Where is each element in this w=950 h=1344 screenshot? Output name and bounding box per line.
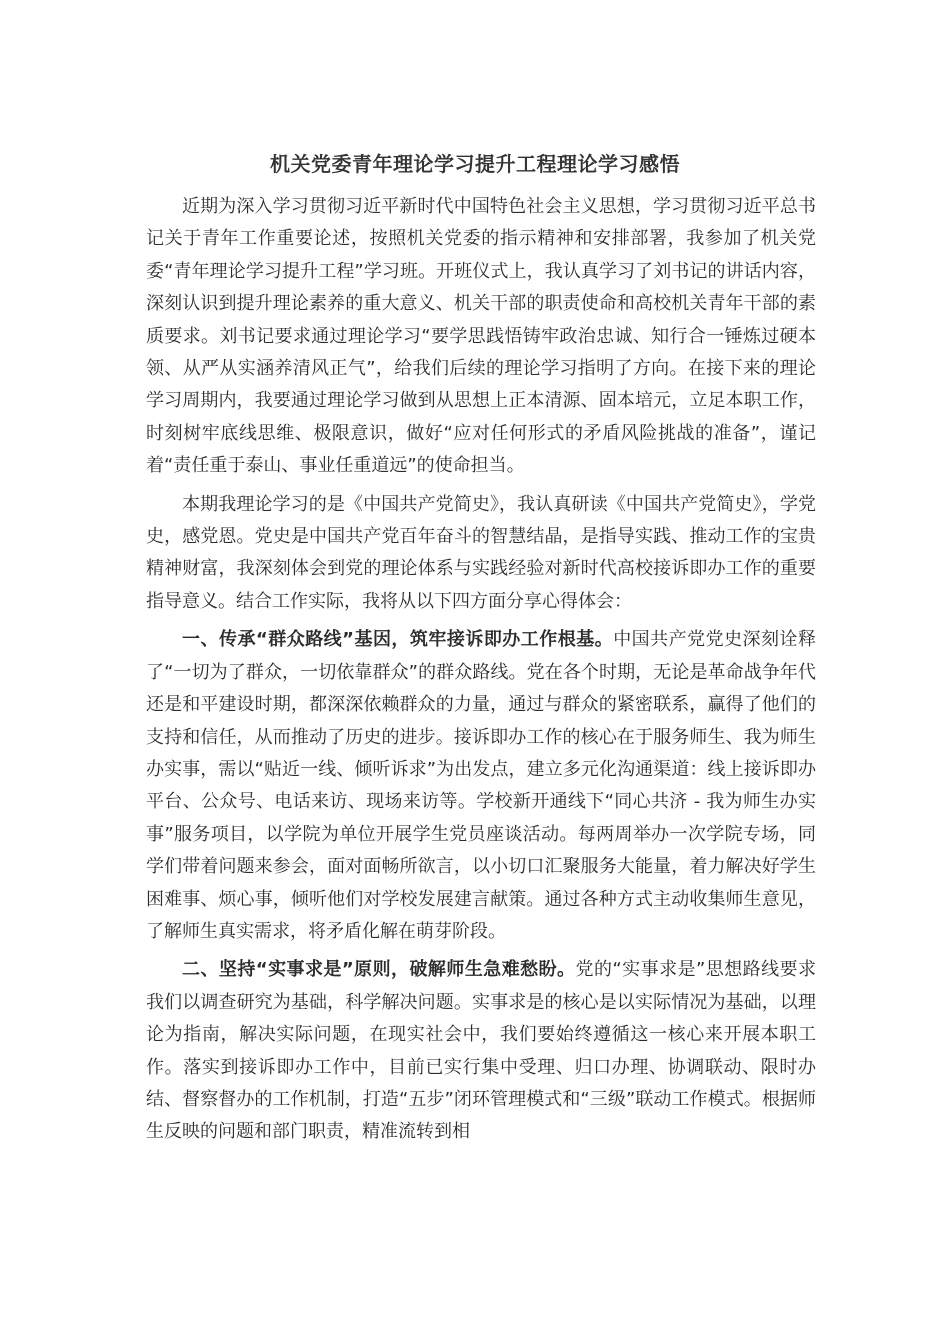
paragraph-text: 近期为深入学习贯彻习近平新时代中国特色社会主义思想，学习贯彻习近平总书记关于青年工作重要论述，按照机关党委的指示精神和安排部署，我参加了机关党委“青年理论学习提升工程”学习班。开班仪式上，我认真学习了刘书记的讲话内容，深刻认识到提升理论素养的重大意义、机关干部的职责使命和高校机关青年干部的素质要求。刘书记要求通过理论学习“要学思践悟铸牢政治忠诚、知行合一锤炼过硬本领、从严从实涵养清风正气”，给我们后续的理论学习指明了方向。在接下来的理论学习周期内，我要通过理论学习做到从思想上正本清源、固本培元，立足本职工作，时刻树牢底线思维、极限意识，做好“应对任何形式的矛盾风险挑战的准备”，谨记着“责任重于泰山、事业任重道远”的使命担当。: [146, 196, 816, 477]
section-heading: 二、坚持“实事求是”原则，破解师生急难愁盼。: [182, 959, 576, 981]
paragraph-text: 党的“实事求是”思想路线要求我们以调查研究为基础，科学解决问题。实事求是的核心是以实际情况为基础，以理论为指南，解决实际问题，在现实社会中，我们要始终遵循这一核心来开展本职工作。落实到接诉即办工作中，目前已实行集中受理、归口办理、协调联动、限时办结、督察督办的工作机制，打造“五步”闭环管理模式和“三级”联动工作模式。根据师生反映的问题和部门职责，精准流转到相: [146, 959, 816, 1143]
document-title: 机关党委青年理论学习提升工程理论学习感悟: [270, 152, 680, 176]
paragraph-text: 本期我理论学习的是《中国共产党简史》，我认真研读《中国共产党简史》，学党史，感党恩。党史是中国共产党百年奋斗的智慧结晶，是指导实践、推动工作的宝贵精神财富，我深刻体会到党的理论体系与实践经验对新时代高校接诉即办工作的重要指导意义。结合工作实际，我将从以下四方面分享心得体会：: [146, 493, 816, 612]
paragraph-section-two: [146, 954, 816, 1148]
section-heading: 一、传承“群众路线”基因，筑牢接诉即办工作根基。: [182, 629, 614, 651]
paragraph-text: 中国共产党党史深刻诠释了“一切为了群众，一切依靠群众”的群众路线。党在各个时期，无论是革命战争年代还是和平建设时期，都深深依赖群众的力量，通过与群众的紧密联系，赢得了他们的支持和信任，从而推动了历史的进步。接诉即办工作的核心在于服务师生、我为师生办实事，需以“贴近一线、倾听诉求”为出发点，建立多元化沟通渠道：线上接诉即办平台、公众号、电话来访、现场来访等。学校新开通线下“同心共济 - 我为师生办实事”服务项目，以学院为单位开展学生党员座谈活动。每两周举办一次学院专场，同学们带着问题来参会，面对面畅所欲言，以小切口汇聚服务大能量，着力解决好学生困难事、烦心事，倾听他们对学校发展建言献策。通过各种方式主动收集师生意见，了解师生真实需求，将矛盾化解在萌芽阶段。: [146, 629, 816, 942]
paragraph-intro: [146, 191, 816, 483]
paragraph-section-one: [146, 624, 816, 948]
document-body: [146, 191, 816, 1149]
paragraph-study-subject: [146, 489, 816, 619]
